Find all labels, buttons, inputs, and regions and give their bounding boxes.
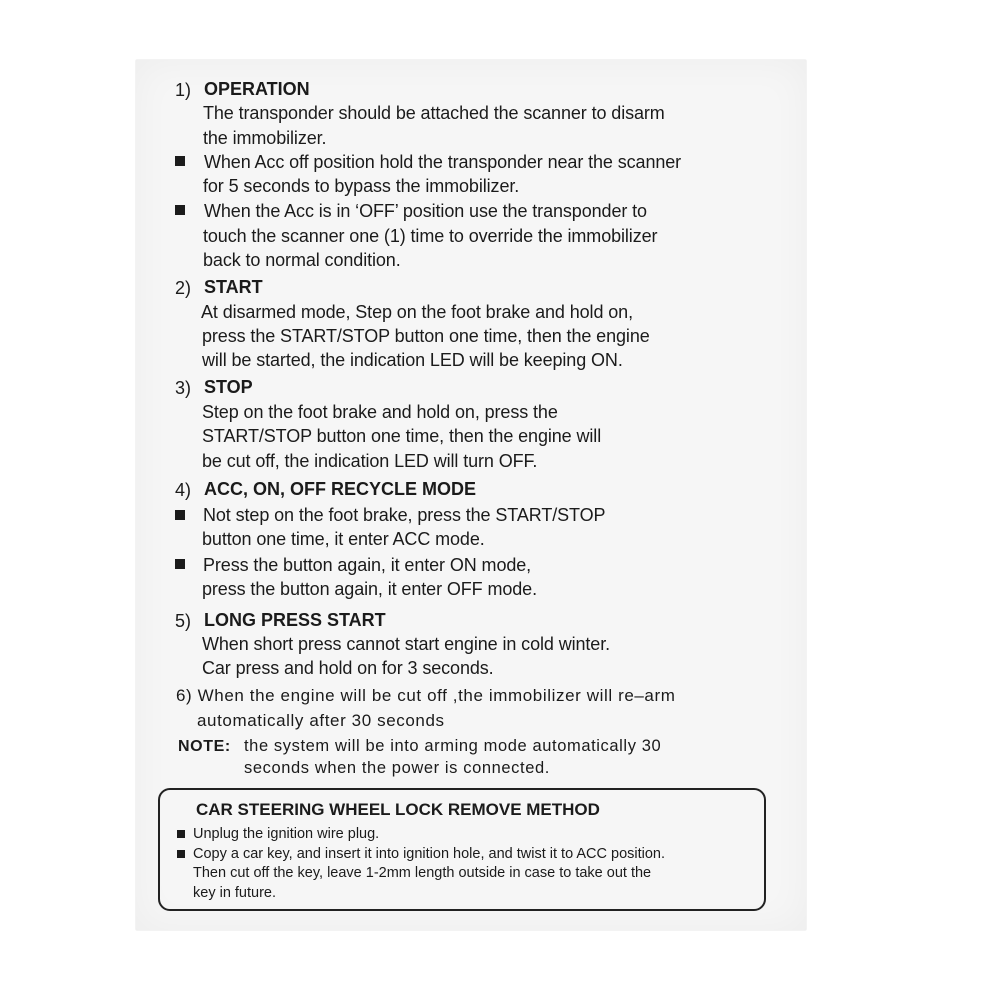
section-4-title: ACC, ON, OFF RECYCLE MODE — [204, 479, 477, 499]
box-title: CAR STEERING WHEEL LOCK REMOVE METHOD — [196, 800, 600, 819]
section-5-title: LONG PRESS START — [204, 610, 386, 630]
section-4-number: 4) — [175, 480, 192, 500]
section-1-intro-line: the immobilizer. — [203, 128, 327, 148]
section-3-title: STOP — [204, 377, 253, 397]
section-5-number: 5) — [175, 611, 192, 631]
box-bullet-line: Unplug the ignition wire plug. — [193, 826, 380, 842]
note-line: seconds when the power is connected. — [244, 759, 550, 777]
bullet-square-icon — [175, 205, 185, 215]
note-line: the system will be into arming mode automatically 30 — [244, 737, 662, 755]
bullet-square-icon — [175, 559, 185, 569]
section-6-line: automatically after 30 seconds — [197, 711, 445, 730]
bullet-square-icon — [175, 510, 185, 520]
section-1-title: OPERATION — [204, 79, 310, 99]
section-5-line: When short press cannot start engine in cold winter. — [202, 634, 611, 654]
section-3-line: Step on the foot brake and hold on, press the — [202, 402, 558, 422]
section-1-intro-line: The transponder should be attached the scanner to disarm — [203, 103, 665, 123]
section-2-line: At disarmed mode, Step on the foot brake and hold on, — [201, 302, 633, 322]
bullet-square-icon — [177, 830, 185, 838]
section-1-bullet-line: for 5 seconds to bypass the immobilizer. — [203, 176, 520, 196]
section-1-bullet-line: touch the scanner one (1) time to override the immobilizer — [203, 226, 658, 246]
section-4-bullet-line: Not step on the foot brake, press the START/STOP — [203, 505, 606, 525]
box-bullet-line: key in future. — [193, 885, 277, 901]
bullet-square-icon — [177, 850, 185, 858]
section-1-bullet-line: When the Acc is in ‘OFF’ position use the transponder to — [204, 201, 647, 221]
section-2-title: START — [204, 277, 263, 297]
section-2-number: 2) — [175, 278, 192, 298]
section-4-bullet-line: button one time, it enter ACC mode. — [202, 529, 485, 549]
bullet-square-icon — [175, 156, 185, 166]
section-5-line: Car press and hold on for 3 seconds. — [202, 658, 494, 678]
section-6-line: 6) When the engine will be cut off ,the immobilizer will re–arm — [176, 686, 676, 705]
section-1-bullet-line: When Acc off position hold the transponder near the scanner — [204, 152, 682, 172]
section-4-bullet-line: Press the button again, it enter ON mode, — [203, 555, 532, 575]
section-4-bullet-line: press the button again, it enter OFF mode. — [202, 579, 537, 599]
box-bullet-line: Copy a car key, and insert it into ignition hole, and twist it to ACC position. — [193, 846, 666, 862]
section-2-line: will be started, the indication LED will be keeping ON. — [202, 350, 623, 370]
section-1-bullet-line: back to normal condition. — [203, 250, 401, 270]
section-2-line: press the START/STOP button one time, then the engine — [202, 326, 650, 346]
section-3-line: START/STOP button one time, then the engine will — [202, 426, 602, 446]
note-label: NOTE: — [178, 738, 231, 755]
section-3-line: be cut off, the indication LED will turn OFF. — [202, 451, 538, 471]
section-3-number: 3) — [175, 378, 192, 398]
section-1-number: 1) — [175, 80, 192, 100]
box-bullet-line: Then cut off the key, leave 1-2mm length outside in case to take out the — [193, 865, 652, 881]
